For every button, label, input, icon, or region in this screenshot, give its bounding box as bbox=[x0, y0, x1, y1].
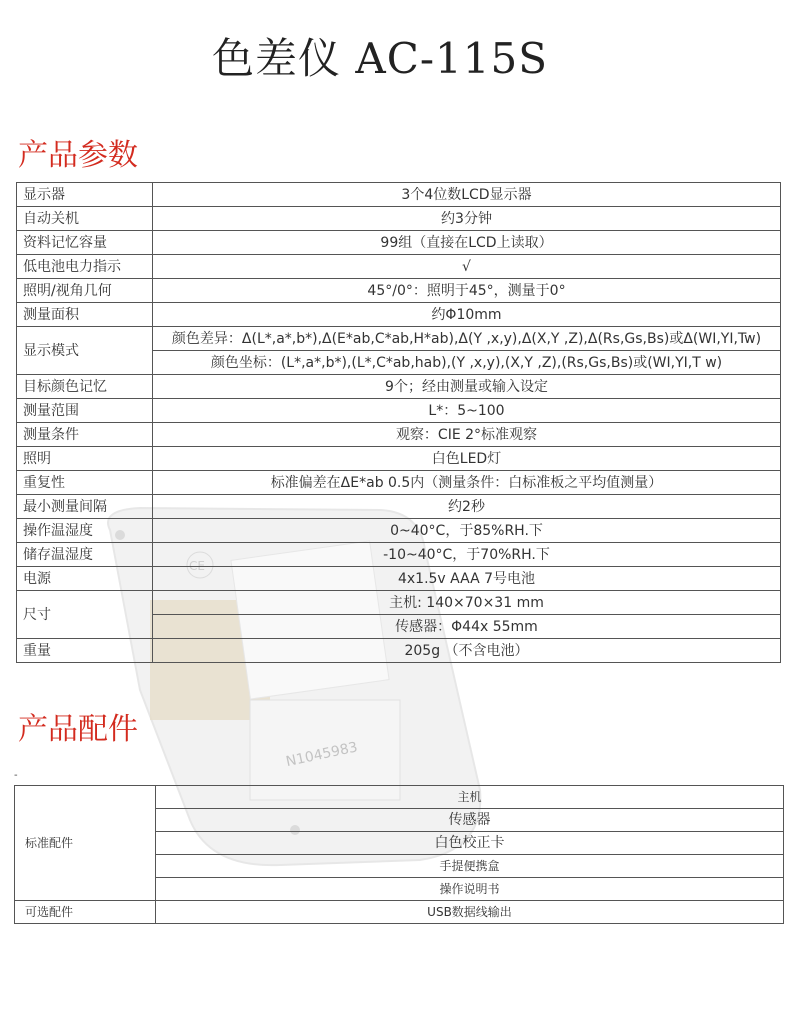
spec-row bbox=[17, 279, 781, 303]
accessory-item: 白色校正卡 bbox=[156, 832, 784, 855]
accessory-item: USB数据线输出 bbox=[156, 901, 784, 924]
page-title: 色差仪 AC-115S bbox=[212, 34, 548, 83]
spec-key: 显示器 bbox=[17, 183, 153, 207]
spec-row bbox=[17, 591, 781, 615]
spec-key: 最小测量间隔 bbox=[17, 495, 153, 519]
spec-value: 约Φ10mm bbox=[153, 303, 781, 327]
spec-row bbox=[17, 567, 781, 591]
spec-key: 测量条件 bbox=[17, 423, 153, 447]
spec-value: 颜色坐标：(L*,a*,b*),(L*,C*ab,hab),(Y ,x,y),(X,Y ,Z),(Rs,Gs,Bs)或(WI,YI,T w) bbox=[153, 351, 781, 375]
spec-key: 测量范围 bbox=[17, 399, 153, 423]
spec-value: 标准偏差在ΔE*ab 0.5内（测量条件：白标准板之平均值测量） bbox=[153, 471, 781, 495]
spec-key: 自动关机 bbox=[17, 207, 153, 231]
spec-value: 0~40°C，于85%RH.下 bbox=[153, 519, 781, 543]
spec-key: 操作温湿度 bbox=[17, 519, 153, 543]
spec-row bbox=[17, 471, 781, 495]
spec-value: 主机: 140×70×31 mm bbox=[153, 591, 781, 615]
spec-row bbox=[17, 303, 781, 327]
spec-value: 颜色差异：Δ(L*,a*,b*),Δ(E*ab,C*ab,H*ab),Δ(Y ,x,y),Δ(X,Y ,Z),Δ(Rs,Gs,Bs)或Δ(WI,YI,Tw) bbox=[153, 327, 781, 351]
spec-row bbox=[17, 495, 781, 519]
spec-key: 照明/视角几何 bbox=[17, 279, 153, 303]
spec-row bbox=[17, 231, 781, 255]
spec-row bbox=[17, 447, 781, 471]
spec-row bbox=[17, 207, 781, 231]
spec-row bbox=[17, 399, 781, 423]
spec-row bbox=[17, 639, 781, 663]
dash-marker: - bbox=[14, 770, 18, 781]
spec-value: 9个；经由测量或输入设定 bbox=[153, 375, 781, 399]
accessory-item: 传感器 bbox=[156, 809, 784, 832]
spec-value: 3个4位数LCD显示器 bbox=[153, 183, 781, 207]
spec-key: 低电池电力指示 bbox=[17, 255, 153, 279]
spec-value: L*：5~100 bbox=[153, 399, 781, 423]
section-heading-params: 产品参数 bbox=[18, 138, 138, 173]
spec-value: 传感器：Φ44x 55mm bbox=[153, 615, 781, 639]
spec-key: 尺寸 bbox=[17, 591, 153, 639]
spec-key: 测量面积 bbox=[17, 303, 153, 327]
accessory-item: 操作说明书 bbox=[156, 878, 784, 901]
spec-key: 重复性 bbox=[17, 471, 153, 495]
spec-key: 目标颜色记忆 bbox=[17, 375, 153, 399]
serial-label: N1045983 bbox=[284, 739, 360, 771]
spec-key: 照明 bbox=[17, 447, 153, 471]
spec-value: 99组（直接在LCD上读取） bbox=[153, 231, 781, 255]
spec-key: 显示模式 bbox=[17, 327, 153, 375]
accessories-table bbox=[14, 785, 784, 924]
spec-value: 白色LED灯 bbox=[153, 447, 781, 471]
spec-value: 观察：CIE 2°标准观察 bbox=[153, 423, 781, 447]
spec-key: 资料记忆容量 bbox=[17, 231, 153, 255]
accessory-category: 标准配件 bbox=[15, 786, 156, 901]
spec-row bbox=[17, 183, 781, 207]
accessory-row bbox=[15, 786, 784, 809]
spec-key: 重量 bbox=[17, 639, 153, 663]
spec-row bbox=[17, 327, 781, 351]
spec-row bbox=[17, 375, 781, 399]
spec-row bbox=[17, 255, 781, 279]
ce-mark: CE bbox=[189, 559, 205, 573]
spec-value: 205g （不含电池） bbox=[153, 639, 781, 663]
spec-value: 4x1.5v AAA 7号电池 bbox=[153, 567, 781, 591]
spec-key: 电源 bbox=[17, 567, 153, 591]
spec-key: 储存温湿度 bbox=[17, 543, 153, 567]
spec-value: 约2秒 bbox=[153, 495, 781, 519]
spec-value: 约3分钟 bbox=[153, 207, 781, 231]
accessory-category: 可选配件 bbox=[15, 901, 156, 924]
spec-row bbox=[17, 519, 781, 543]
accessory-item: 主机 bbox=[156, 786, 784, 809]
spec-row bbox=[17, 423, 781, 447]
spec-table bbox=[16, 182, 781, 663]
accessory-item: 手提便携盒 bbox=[156, 855, 784, 878]
spec-value: 45°/0°：照明于45°，测量于0° bbox=[153, 279, 781, 303]
spec-value: -10~40°C，于70%RH.下 bbox=[153, 543, 781, 567]
spec-row bbox=[17, 543, 781, 567]
section-heading-accessories: 产品配件 bbox=[18, 712, 138, 747]
spec-value: √ bbox=[153, 255, 781, 279]
accessory-row bbox=[15, 901, 784, 924]
